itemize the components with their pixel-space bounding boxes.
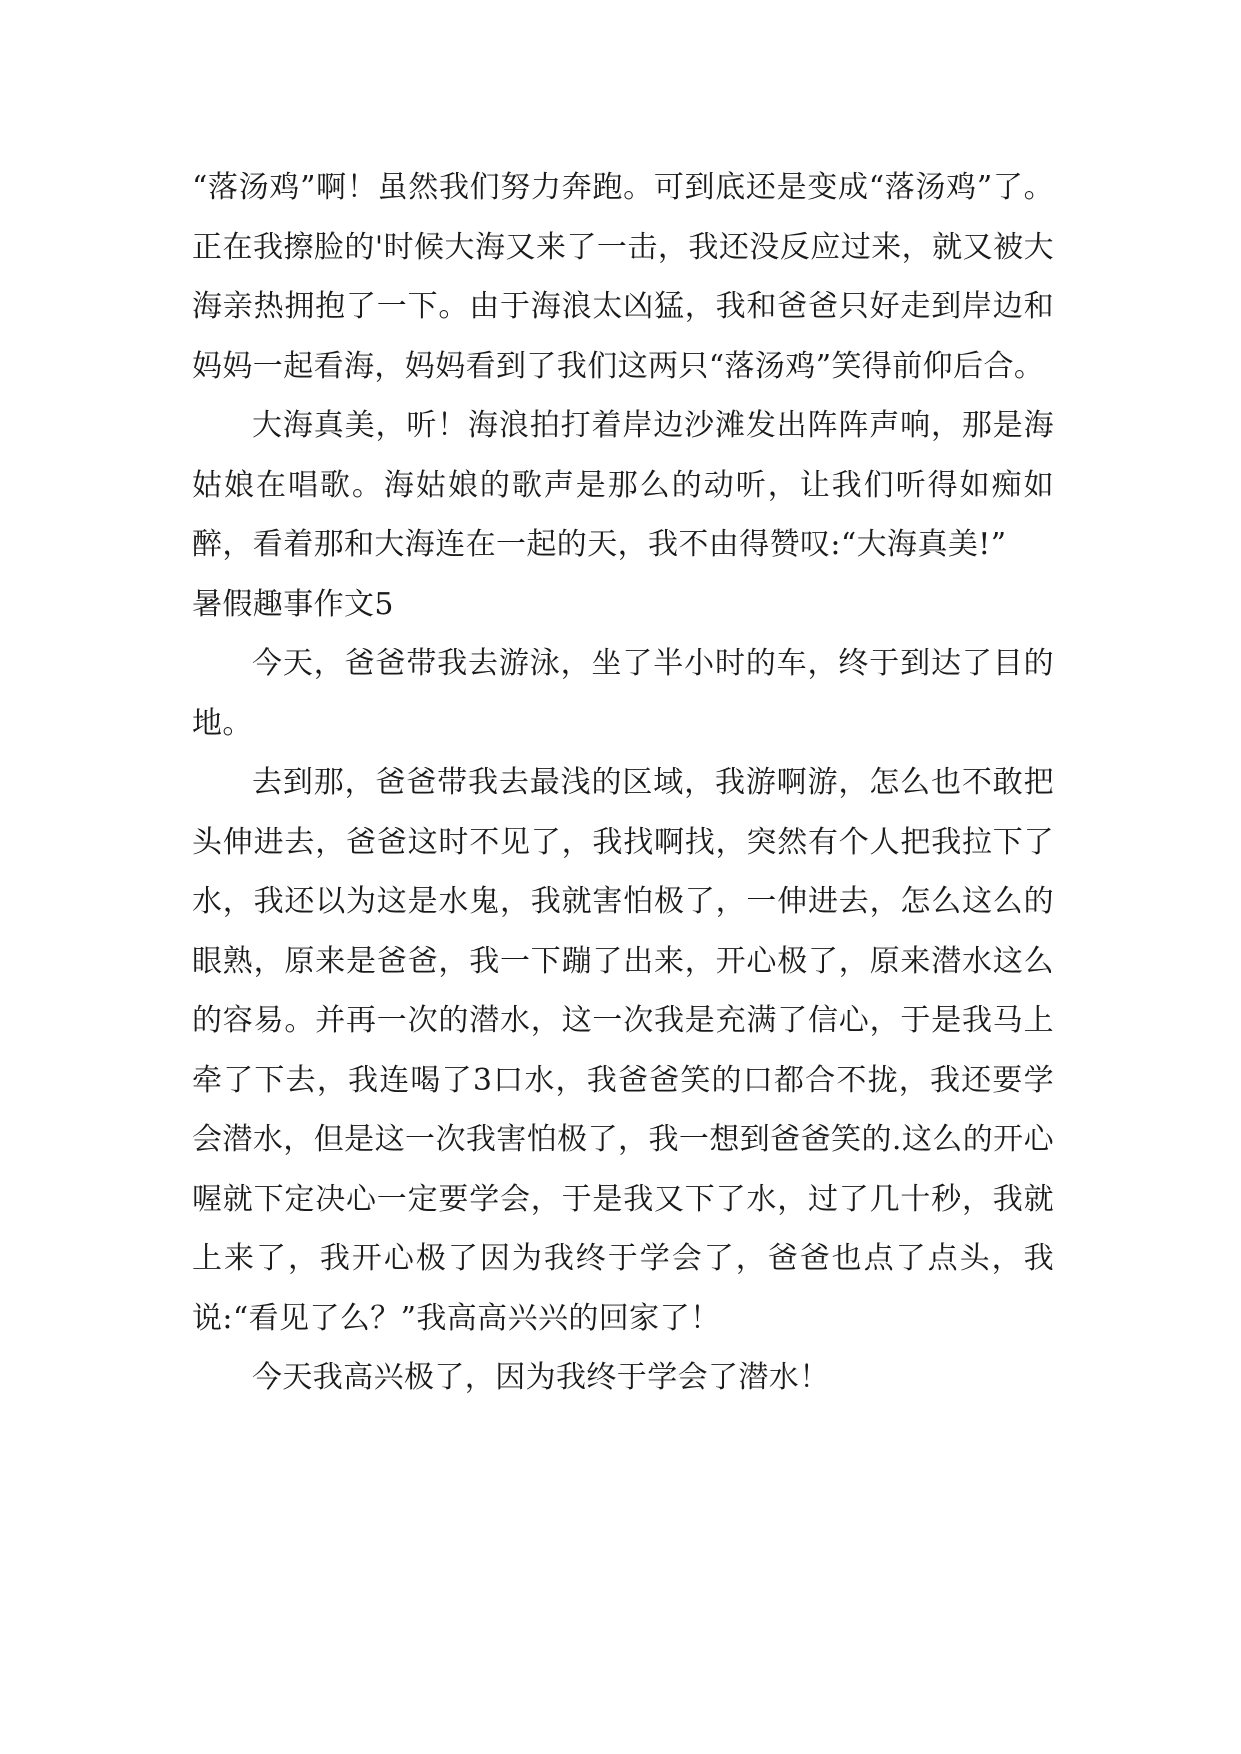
paragraph-conclusion: 今天我高兴极了，因为我终于学会了潜水！ [252,1360,830,1395]
document-page [192,158,1054,1408]
paragraph-sea-beauty: 大海真美，听！海浪拍打着岸边沙滩发出阵阵声响，那是海姑娘在唱歌。海姑娘的歌声是那么的动听，让我们听得如痴如醉，看着那和大海连在一起的天，我不由得赞叹:“大海真美!” [192,408,1054,562]
paragraph-continuation: “落汤鸡”啊！虽然我们努力奔跑。可到底还是变成“落汤鸡”了。正在我擦脸的'时候大海又来了一击，我还没反应过来，就又被大海亲热拥抱了一下。由于海浪太凶猛，我和爸爸只好走到岸边和妈妈一起看海，妈妈看到了我们这两只“落汤鸡”笑得前仰后合。 [192,170,1054,384]
paragraph-swimming-intro: 今天，爸爸带我去游泳，坐了半小时的车，终于到达了目的地。 [192,646,1054,741]
paragraph-swimming-story: 去到那，爸爸带我去最浅的区域，我游啊游，怎么也不敢把头伸进去，爸爸这时不见了，我找啊找，突然有个人把我拉下了水，我还以为这是水鬼，我就害怕极了，一伸进去，怎么这么的眼熟，原来是爸爸，我一下蹦了出来，开心极了，原来潜水这么的容易。并再一次的潜水，这一次我是充满了信心，于是我马上牵了下去，我连喝了3口水，我爸爸笑的口都合不拢，我还要学会潜水，但是这一次我害怕极了，我一想到爸爸笑的.这么的开心喔就下定决心一定要学会，于是我又下了水，过了几十秒，我就上来了，我开心极了因为我终于学会了，爸爸也点了点头，我说:“看见了么？”我高高兴兴的回家了！ [192,765,1054,1336]
section-heading: 暑假趣事作文5 [192,586,394,622]
